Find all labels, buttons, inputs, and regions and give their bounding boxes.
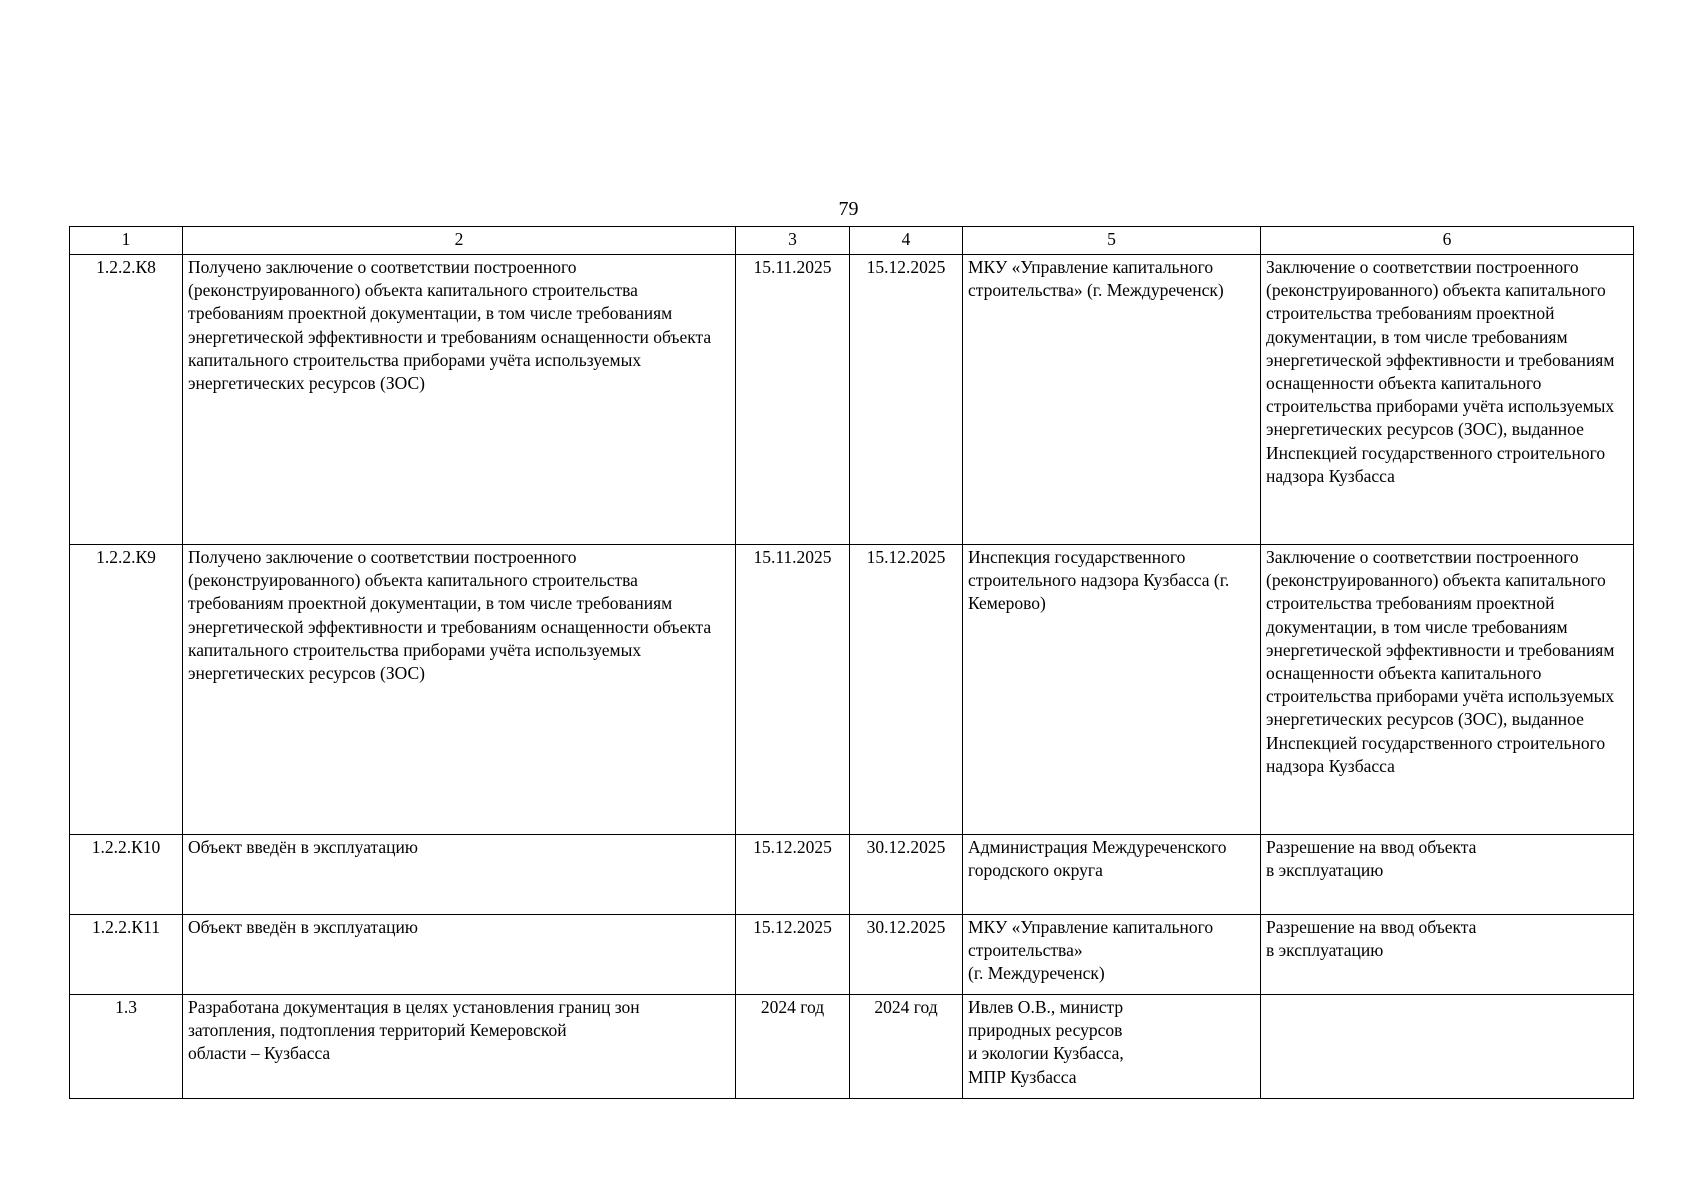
row-end-date: 30.12.2025 — [850, 835, 963, 915]
description-line: области – Кузбасса — [188, 1043, 331, 1064]
plan-table — [69, 226, 1634, 1099]
responsible-line: природных ресурсов — [968, 1020, 1123, 1041]
row-code: 1.2.2.К10 — [70, 835, 183, 915]
table-row — [70, 255, 1634, 545]
row-description: Объект введён в эксплуатацию — [183, 915, 736, 995]
row-code: 1.2.2.К11 — [70, 915, 183, 995]
column-header: 1 — [70, 227, 183, 255]
row-result: Заключение о соответствии построенного (реконструированного) объекта капитального строительства требованиям проектной документации, в том числе требованиям энергетической эффективности и требованиям оснащенности объекта капитального строительства приборами учёта используемых энергетических ресурсов (ЗОС), выданное Инспекцией государственного строительного надзора Кузбасса — [1261, 255, 1634, 545]
row-end-date: 15.12.2025 — [850, 545, 963, 835]
responsible-line: и экологии Кузбасса, — [968, 1043, 1124, 1064]
row-responsible — [963, 995, 1261, 1099]
row-result: Заключение о соответствии построенного (реконструированного) объекта капитального строительства требованиям проектной документации, в том числе требованиям энергетической эффективности и требованиям оснащенности объекта капитального строительства приборами учёта используемых энергетических ресурсов (ЗОС), выданное Инспекцией государственного строительного надзора Кузбасса — [1261, 545, 1634, 835]
row-description: Получено заключение о соответствии построенного (реконструированного) объекта капитального строительства требованиям проектной документации, в том числе требованиям энергетической эффективности и требованиям оснащенности объекта капитального строительства приборами учёта используемых энергетических ресурсов (ЗОС) — [183, 545, 736, 835]
row-start-date: 15.11.2025 — [736, 255, 850, 545]
responsible-line: Ивлев О.В., министр — [968, 997, 1124, 1017]
column-header: 4 — [850, 227, 963, 255]
row-start-date: 2024 год — [736, 995, 850, 1099]
column-header: 6 — [1261, 227, 1634, 255]
row-result — [1261, 835, 1634, 915]
column-header: 5 — [963, 227, 1261, 255]
row-responsible: Администрация Междуреченского городского округа — [963, 835, 1261, 915]
row-description: Получено заключение о соответствии построенного (реконструированного) объекта капитального строительства требованиям проектной документации, в том числе требованиям энергетической эффективности и требованиям оснащенности объекта капитального строительства приборами учёта используемых энергетических ресурсов (ЗОС) — [183, 255, 736, 545]
row-end-date: 2024 год — [850, 995, 963, 1099]
row-end-date: 30.12.2025 — [850, 915, 963, 995]
table-row — [70, 995, 1634, 1099]
table-row — [70, 545, 1634, 835]
result-line: Разрешение на ввод объекта — [1266, 837, 1477, 857]
table-row — [70, 835, 1634, 915]
result-line: Разрешение на ввод объекта — [1266, 917, 1477, 937]
row-responsible: МКУ «Управление капитального строительства» (г. Междуреченск) — [963, 255, 1261, 545]
row-responsible: Инспекция государственного строительного надзора Кузбасса (г. Кемерово) — [963, 545, 1261, 835]
responsible-line: МКУ «Управление капитального строительства» — [968, 917, 1214, 961]
description-line: Разработана документация в целях установления границ зон затопления, подтопления территорий Кемеровской — [188, 997, 640, 1041]
row-description — [183, 995, 736, 1099]
table-row — [70, 915, 1634, 995]
responsible-line: (г. Междуреченск) — [968, 963, 1105, 984]
row-code: 1.2.2.К8 — [70, 255, 183, 545]
row-start-date: 15.12.2025 — [736, 835, 850, 915]
row-start-date: 15.11.2025 — [736, 545, 850, 835]
row-start-date: 15.12.2025 — [736, 915, 850, 995]
row-end-date: 15.12.2025 — [850, 255, 963, 545]
row-result — [1261, 915, 1634, 995]
row-description: Объект введён в эксплуатацию — [183, 835, 736, 915]
row-code: 1.3 — [70, 995, 183, 1099]
responsible-line: МПР Кузбасса — [968, 1066, 1077, 1087]
result-line: в эксплуатацию — [1266, 860, 1384, 881]
page-number: 79 — [838, 198, 859, 220]
row-code: 1.2.2.К9 — [70, 545, 183, 835]
row-result — [1261, 995, 1634, 1099]
table-header-row — [70, 227, 1634, 255]
row-responsible — [963, 915, 1261, 995]
result-line: в эксплуатацию — [1266, 940, 1384, 961]
column-header: 2 — [183, 227, 736, 255]
column-header: 3 — [736, 227, 850, 255]
